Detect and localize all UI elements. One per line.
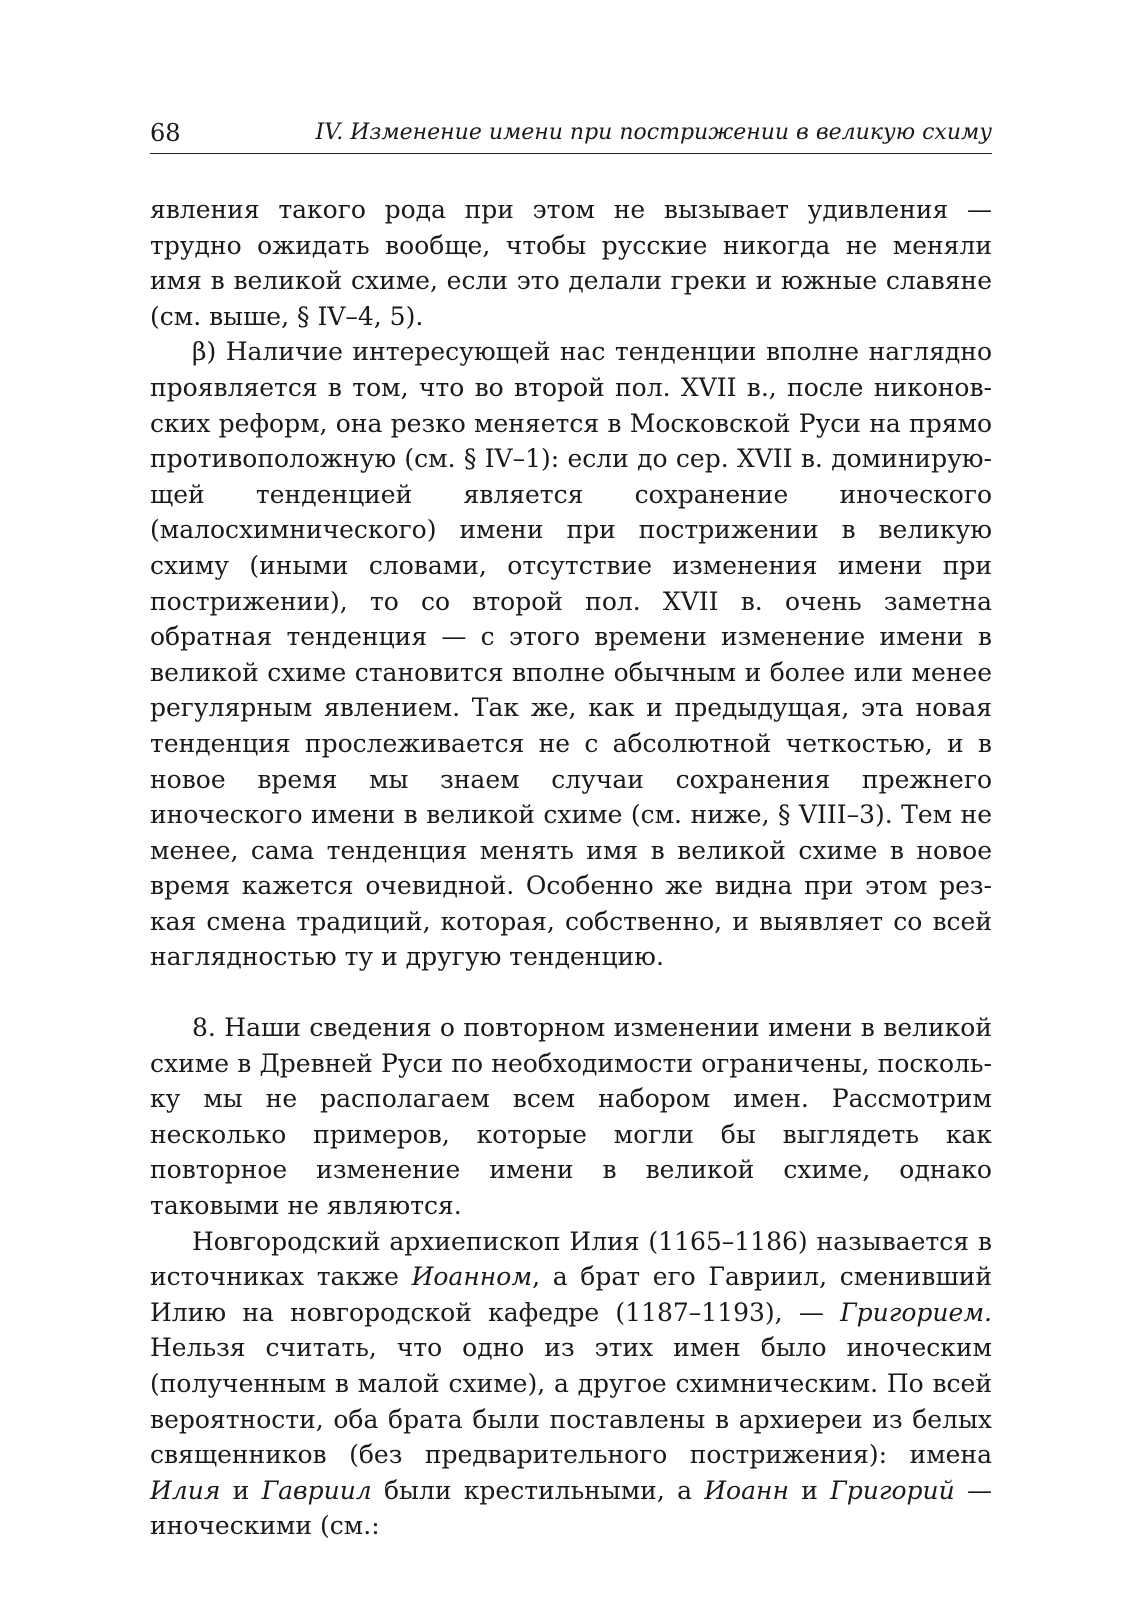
paragraph-section-8: 8. Наши сведения о повторном изменении имени в великой схиме в Древней Руси по необходимости ограничены, поскольку мы не располагаем всем набором имен. Рассмотрим несколько примеров, которые могли бы выглядеть как повторное изменение имени в великой схиме, однако таковыми не являются. bbox=[150, 1013, 992, 1221]
text-run: — иноческими (см.: bbox=[150, 1475, 993, 1541]
text-run: и bbox=[788, 1475, 831, 1505]
italic-name: Иоанн bbox=[704, 1475, 789, 1505]
text-run: , а брат его Гавриил, сменивший Илию на новгородской кафедре (1187–1193), — bbox=[150, 1262, 993, 1327]
paragraph-novgorod bbox=[150, 1224, 992, 1544]
page-header bbox=[150, 117, 992, 154]
running-title: IV. Изменение имени при пострижении в великую схиму bbox=[315, 120, 992, 145]
text-run: Нельзя считать, что одно из этих имен было иноческим (полученным в малой схиме), а другое схимническим. По всей вероятности, оба брата были поставлены в архиереи из белых священников (без предварительного пострижения): имена bbox=[150, 1333, 992, 1470]
text-run: Новгородский архиепископ Илия (1165–1186) называется в источниках также bbox=[150, 1226, 992, 1292]
paragraph-beta: β) Наличие интересующей нас тенденции вполне наглядно проявляется в том, что во второй пол. XVII в., после никоновских реформ, она резко меняется в Московской Руси на прямо противоположную (см. § IV–1): если до сер. XVII в. доминирующей тенденцией является сохранение иноческого (малосхимнического) имени при пострижении в великую схиму (иными словами, отсутствие изменения имени при пострижении), то со второй пол. XVII в. очень заметна обратная тенденция — с этого времени изменение имени в великой схиме становится вполне обычным и более или менее регулярным явлением. Так же, как и предыдущая, эта новая тенденция прослеживается не с абсолютной четкостью, и в новое время мы знаем случаи сохранения прежнего иноческого имени в великой схиме (см. ниже, § VIII–3). Тем не менее, сама тенденция менять имя в великой схиме в новое время кажется очевидной. Особенно же видна при этом резкая смена традиций, которая, собственно, и выявляет со всей наглядностью ту и другую тенденцию. bbox=[150, 337, 992, 972]
text-run: были крестильными, а bbox=[371, 1475, 705, 1505]
italic-name: Иоанном bbox=[411, 1262, 533, 1292]
italic-name: Гавриил bbox=[261, 1475, 372, 1505]
page-number: 68 bbox=[150, 119, 181, 147]
body-text bbox=[150, 192, 992, 1544]
text-run: и bbox=[220, 1475, 262, 1505]
paragraph-continuation: явления такого рода при этом не вызывает удивления — трудно ожидать вообще, чтобы русские никогда не меняли имя в великой схиме, если это делали греки и южные славяне (см. выше, § IV–4, 5). bbox=[150, 195, 992, 331]
italic-name: Григорий bbox=[830, 1475, 955, 1505]
italic-name: Илия bbox=[150, 1475, 221, 1505]
italic-name: Григорием. bbox=[840, 1297, 992, 1327]
